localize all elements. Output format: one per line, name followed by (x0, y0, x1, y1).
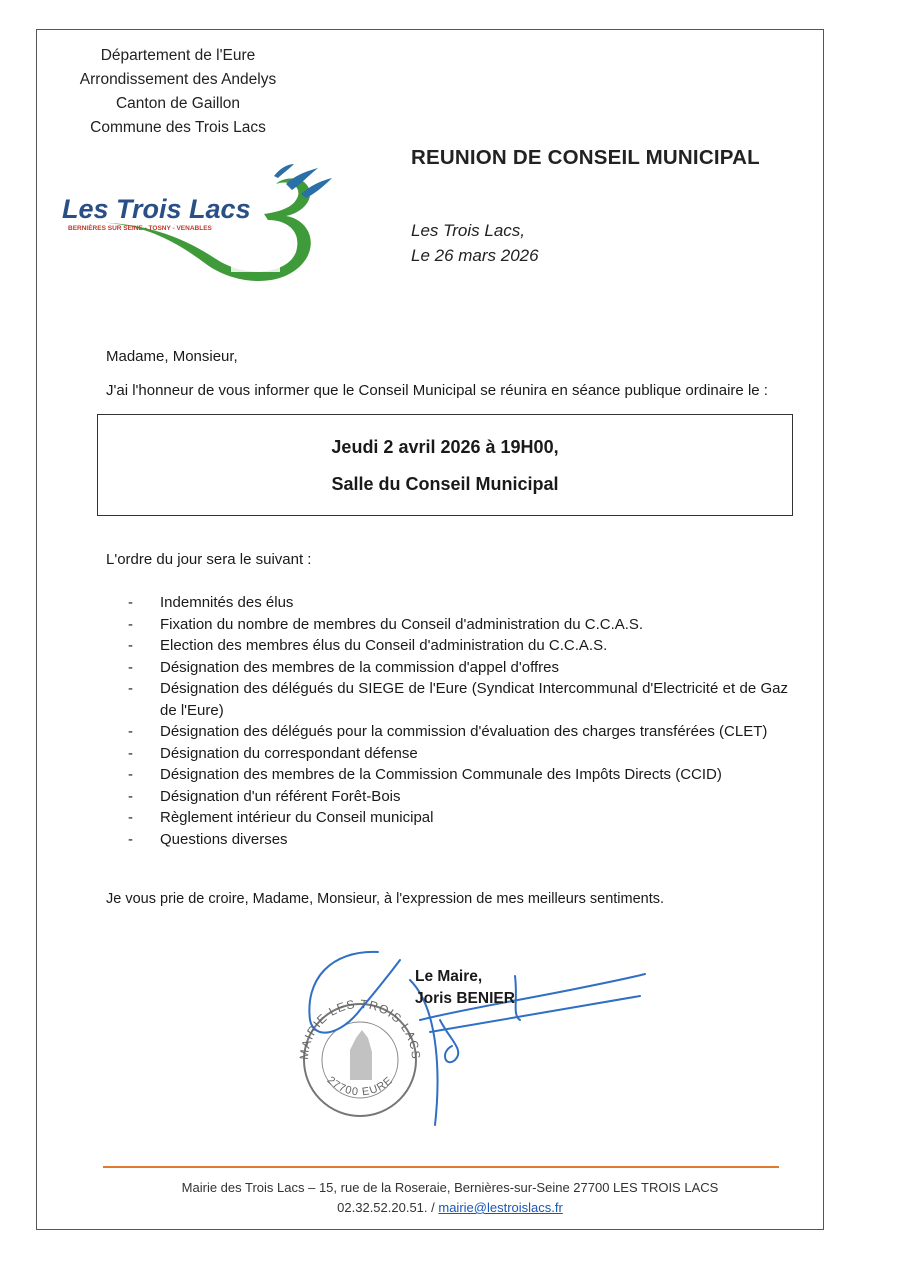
stamp-bottom-text: 27700 EURE (324, 1074, 396, 1099)
header-line-commune: Commune des Trois Lacs (90, 119, 266, 136)
agenda-item: - Désignation du correspondant défense (128, 743, 788, 765)
administrative-header (60, 44, 296, 140)
logo-tagline-text: BERNIÈRES SUR SEINE - TOSNY - VENABLES (68, 225, 212, 232)
header-line-arrondissement: Arrondissement des Andelys (79, 71, 277, 88)
closing-sentence: Je vous prie de croire, Madame, Monsieur, à l'expression de mes meilleurs sentiments. (106, 891, 665, 907)
mayor-role: Le Maire, (415, 968, 483, 985)
footer-divider (103, 1166, 779, 1168)
meeting-details-box (97, 414, 793, 516)
agenda-item: - Questions diverses (128, 829, 788, 851)
salutation: Madame, Monsieur, (106, 348, 238, 365)
agenda-item: - Indemnités des élus (128, 592, 788, 614)
logo-name-text: Les Trois Lacs (62, 194, 251, 224)
date-line: Le 26 mars 2026 (411, 246, 539, 265)
place-line: Les Trois Lacs, (411, 221, 526, 240)
footer-phone: 02.32.52.20.51. / (337, 1200, 435, 1215)
header-line-department: Département de l'Eure (100, 47, 256, 64)
agenda-item: - Election des membres élus du Conseil d'administration du C.C.A.S. (128, 635, 788, 657)
intro-paragraph: J'ai l'honneur de vous informer que le Conseil Municipal se réunira en séance publique ordinaire le : (106, 382, 768, 399)
agenda-item: - Désignation des délégués du SIEGE de l'Eure (Syndicat Intercommunal d'Electricité et de Gaz de l'Eure) (128, 678, 788, 721)
agenda-item: - Désignation des membres de la commission d'appel d'offres (128, 657, 788, 679)
commune-logo (56, 164, 336, 294)
footer-email-link[interactable]: mairie@lestroislacs.fr (438, 1200, 563, 1215)
footer-contact (0, 1198, 900, 1218)
official-stamp (297, 997, 423, 1116)
meeting-place: Salle du Conseil Municipal (331, 474, 559, 494)
agenda-item: - Fixation du nombre de membres du Conseil d'administration du C.C.A.S. (128, 614, 788, 636)
footer-address: Mairie des Trois Lacs – 15, rue de la Roseraie, Bernières-sur-Seine 27700 LES TROIS LACS (181, 1180, 719, 1195)
agenda-item: - Désignation des membres de la Commission Communale des Impôts Directs (CCID) (128, 764, 788, 786)
agenda-intro: L'ordre du jour sera le suivant : (106, 551, 312, 568)
agenda-list (128, 592, 788, 850)
logo-droplet-shape (274, 164, 294, 178)
footer (0, 1178, 900, 1218)
mayor-name: Joris BENIER (415, 990, 515, 1007)
place-and-date (411, 218, 539, 268)
document-title: REUNION DE CONSEIL MUNICIPAL (411, 146, 760, 169)
agenda-item: - Désignation des délégués pour la commission d'évaluation des charges transférées (CLET) (128, 721, 788, 743)
stamp-marianne-shape (350, 1030, 372, 1080)
logo-house-shape (256, 252, 280, 272)
agenda-item: - Règlement intérieur du Conseil municipal (128, 807, 788, 829)
agenda-item: - Désignation d'un référent Forêt-Bois (128, 786, 788, 808)
meeting-date: Jeudi 2 avril 2026 à 19H00, (331, 437, 559, 457)
header-line-canton: Canton de Gaillon (115, 95, 241, 112)
mayor-signature-text (415, 966, 515, 1010)
stamp-top-text: MAIRIE LES TROIS LACS (296, 996, 424, 1061)
